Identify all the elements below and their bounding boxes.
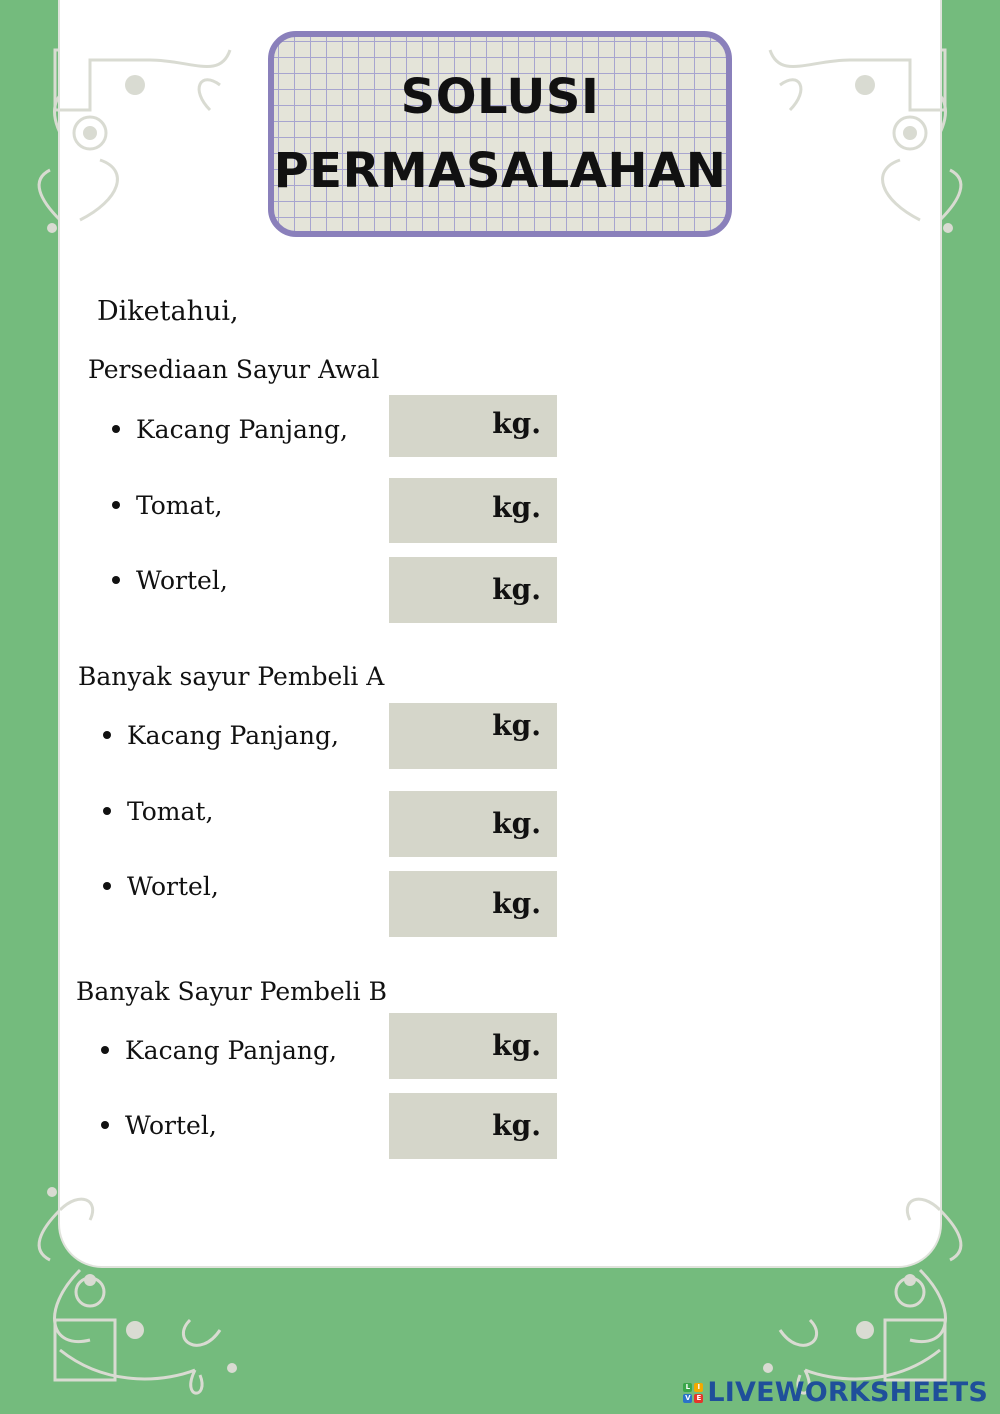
item-label: Wortel, xyxy=(136,566,228,595)
section-heading: Banyak Sayur Pembeli B xyxy=(76,977,387,1006)
item-label: Kacang Panjang, xyxy=(125,1036,337,1065)
liveworksheets-logo-icon: L I V E xyxy=(683,1383,703,1403)
item-label: Wortel, xyxy=(127,872,219,901)
section-heading: Persediaan Sayur Awal xyxy=(88,355,380,384)
unit-label: kg. xyxy=(492,407,541,440)
item-label: Wortel, xyxy=(125,1111,217,1140)
corner-ornament-inner-top-left xyxy=(60,30,240,230)
item-label: Tomat, xyxy=(127,797,214,826)
list-item xyxy=(103,797,213,826)
list-item xyxy=(112,566,228,595)
corner-ornament-inner-bottom-right xyxy=(760,1190,940,1260)
unit-label: kg. xyxy=(492,887,541,920)
item-label: Kacang Panjang, xyxy=(136,415,348,444)
brand-wordmark: LIVEWORKSHEETS xyxy=(707,1377,988,1408)
list-item xyxy=(103,721,339,750)
list-item xyxy=(101,1111,217,1140)
bullet-icon xyxy=(112,501,120,509)
answer-input-box[interactable] xyxy=(389,871,557,937)
answer-input-box[interactable] xyxy=(389,791,557,857)
section-heading: Banyak sayur Pembeli A xyxy=(78,662,385,691)
unit-label: kg. xyxy=(492,1109,541,1142)
corner-ornament-inner-top-right xyxy=(760,30,940,230)
answer-input-box[interactable] xyxy=(389,1093,557,1159)
title-line-1: SOLUSI xyxy=(400,69,600,125)
answer-input-box[interactable] xyxy=(389,395,557,457)
title-banner xyxy=(268,31,732,237)
unit-label: kg. xyxy=(492,807,541,840)
list-item xyxy=(112,415,348,444)
answer-input-box[interactable] xyxy=(389,1013,557,1079)
unit-label: kg. xyxy=(492,709,541,742)
item-label: Tomat, xyxy=(136,491,223,520)
answer-input-box[interactable] xyxy=(389,703,557,769)
bullet-icon xyxy=(112,425,120,433)
bullet-icon xyxy=(103,807,111,815)
unit-label: kg. xyxy=(492,573,541,606)
intro-text: Diketahui, xyxy=(97,296,239,327)
corner-ornament-inner-bottom-left xyxy=(60,1190,240,1260)
unit-label: kg. xyxy=(492,1029,541,1062)
bullet-icon xyxy=(103,731,111,739)
unit-label: kg. xyxy=(492,491,541,524)
liveworksheets-brand[interactable] xyxy=(683,1377,988,1408)
answer-input-box[interactable] xyxy=(389,557,557,623)
item-label: Kacang Panjang, xyxy=(127,721,339,750)
bullet-icon xyxy=(101,1121,109,1129)
bullet-icon xyxy=(112,576,120,584)
title-line-2: PERMASALAHAN xyxy=(273,143,727,199)
list-item xyxy=(103,872,219,901)
bullet-icon xyxy=(101,1046,109,1054)
bullet-icon xyxy=(103,882,111,890)
list-item xyxy=(101,1036,337,1065)
answer-input-box[interactable] xyxy=(389,478,557,543)
list-item xyxy=(112,491,222,520)
